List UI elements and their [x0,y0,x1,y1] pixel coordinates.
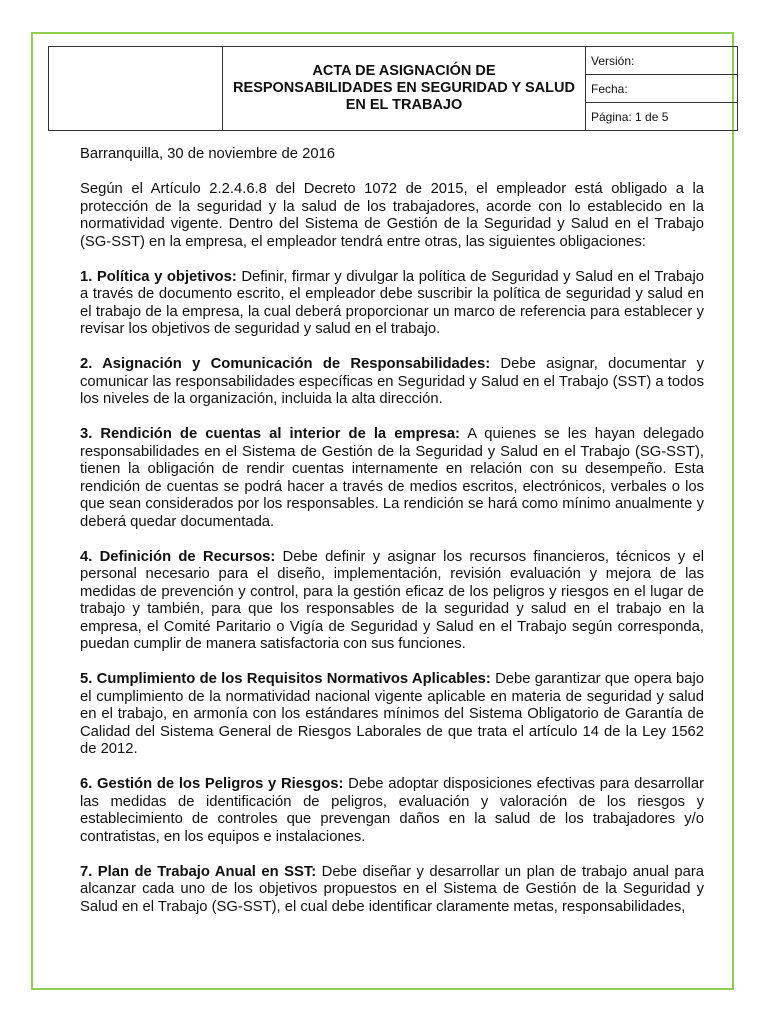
obligation-item [80,356,704,409]
intro-paragraph: Según el Artículo 2.2.4.6.8 del Decreto 1072 de 2015, el empleador está obligado a la protección de la seguridad y la salud de los trabajadores, acorde con lo establecido en la normatividad vigente. Dentro del Sistema de Gestión de la Seguridad y Salud en el Trabajo (SG-SST) en la empresa, el empleador tendrá entre otras, las siguientes obligaciones: [80,181,704,250]
obligation-heading: 2. Asignación y Comunicación de Responsabilidades: [80,356,491,372]
obligation-item [80,776,704,846]
logo-cell [49,47,223,131]
obligation-heading: 7. Plan de Trabajo Anual en SST: [80,863,317,880]
obligation-text: Debe garantizar que opera bajo el cumplimiento de la normatividad nacional vigente aplicable en materia de seguridad y salud en el trabajo, en armonía con los estándares mínimos del Sistema Obligatorio de Garantía de Calidad del Sistema General de Riesgos Laborales de que trata el artículo 14 de la Ley 1562 de 2012. [80,671,704,757]
obligation-text: A quienes se les hayan delegado responsabilidades en el Sistema de Gestión de la Seguridad y Salud en el Trabajo (SG-SST), tienen la obligación de rendir cuentas internamente en relación con su desempeño. Esta rendición de cuentas se podrá hacer a través de medios escritos, electrónicos, verbales o los que sean considerados por los responsables. La rendición se hará como mínimo anualmente y deberá quedar documentada. [80,426,704,530]
obligation-item [80,864,704,917]
obligation-heading: 1. Política y objetivos: [80,268,237,285]
obligation-item [80,269,704,339]
version-field: Versión: [586,47,738,75]
obligation-heading: 3. Rendición de cuentas al interior de la empresa: [80,426,460,442]
obligation-heading: 4. Definición de Recursos: [80,548,276,565]
obligation-heading: 6. Gestión de los Peligros y Riesgos: [80,776,344,792]
obligation-item [80,549,704,654]
date-line: Barranquilla, 30 de noviembre de 2016 [80,146,336,162]
obligation-text: Definir, firmar y divulgar la política de Seguridad y Salud en el Trabajo a través de documento escrito, el empleador debe suscribir la política de seguridad y salud en el trabajo de la empresa, la cual deberá proporcionar un marco de referencia para establecer y revisar los objetivos de seguridad y salud en el trabajo. [80,268,704,337]
document-header-table [48,46,738,131]
document-body [80,146,704,934]
obligation-text: Debe adoptar disposiciones efectivas para desarrollar las medidas de identificación de peligros, evaluación y valoración de los riesgos y establecimiento de controles que prevengan daños en la salud de los trabajadores y/o contratistas, en los equipos e instalaciones. [80,776,704,845]
obligation-text: Debe asignar, documentar y comunicar las responsabilidades específicas en Seguridad y Salud en el Trabajo (SST) a todos los niveles de la organización, incluida la alta dirección. [80,356,704,407]
obligation-item [80,671,704,759]
obligation-text: Debe diseñar y desarrollar un plan de trabajo anual para alcanzar cada uno de los objetivos propuestos en el Sistema de Gestión de la Seguridad y Salud en el Trabajo (SG-SST), el cual debe identificar claramente metas, responsabilidades, [80,863,704,915]
document-title: ACTA DE ASIGNACIÓN DE RESPONSABILIDADES EN SEGURIDAD Y SALUD EN EL TRABAJO [223,47,586,131]
obligation-text: Debe definir y asignar los recursos financieros, técnicos y el personal necesario para el diseño, implementación, revisión evaluación y mejora de las medidas de prevención y control, para la gestión eficaz de los peligros y riesgos en el lugar de trabajo y también, para que los responsables de la seguridad y salud en el trabajo en la empresa, el Comité Paritario o Vigía de Seguridad y Salud en el Trabajo según corresponda, puedan cumplir de manera satisfactoria con sus funciones. [80,548,705,652]
date-field: Fecha: [586,75,738,103]
page-number: Página: 1 de 5 [586,103,738,131]
obligation-heading: 5. Cumplimiento de los Requisitos Normativos Aplicables: [80,671,491,687]
obligation-item [80,426,704,531]
